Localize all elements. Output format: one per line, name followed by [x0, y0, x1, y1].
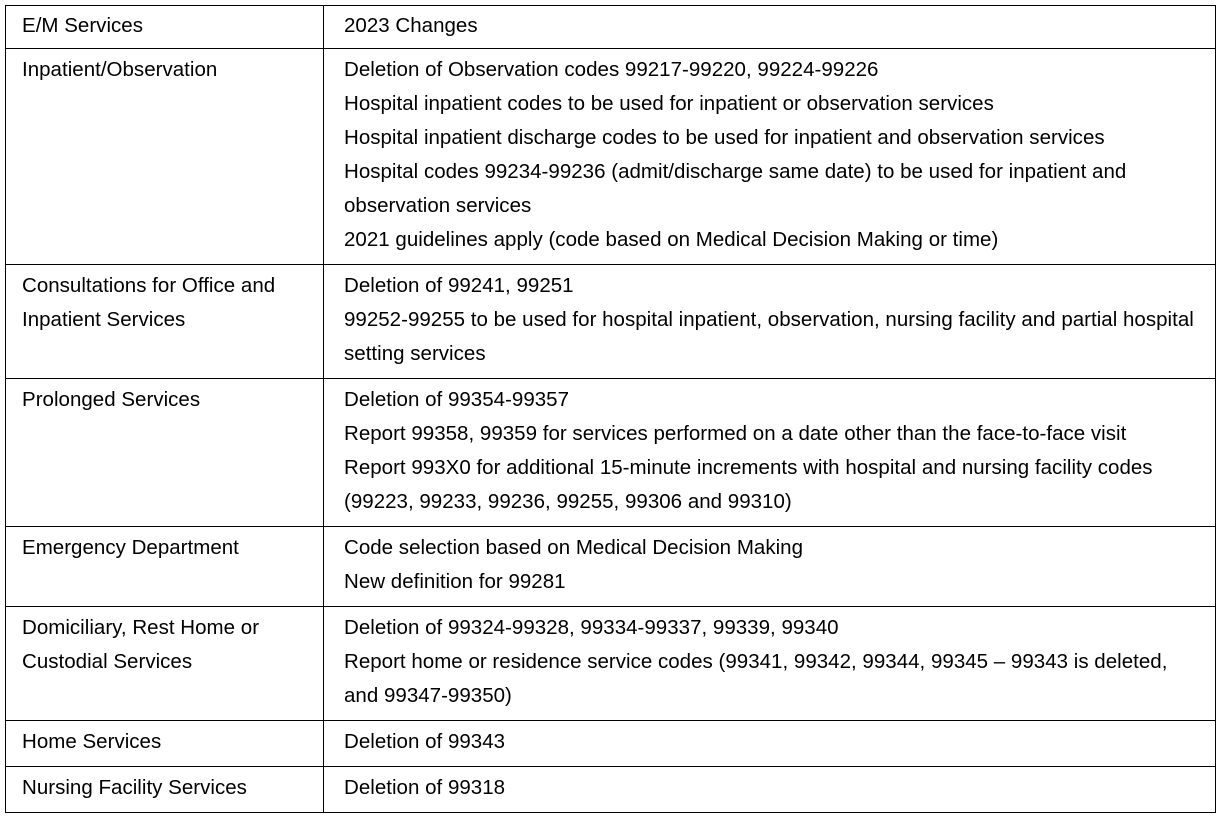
cell-service: [6, 767, 324, 813]
table-row: [6, 49, 1216, 265]
cell-text-line: Deletion of Observation codes 99217-99220, 99224-99226: [344, 58, 879, 81]
table-body: [6, 6, 1216, 813]
cell-text-line: Report 99358, 99359 for services performed on a date other than the face-to-face visit: [344, 422, 1127, 445]
cell-service: [6, 607, 324, 721]
cell-text-line: Nursing Facility Services: [22, 776, 247, 799]
cell-text-line: Domiciliary, Rest Home or Custodial Services: [22, 616, 260, 673]
cell-changes: [324, 49, 1216, 265]
em-services-table-container: [5, 5, 1215, 813]
cell-text-line: Hospital inpatient codes to be used for inpatient or observation services: [344, 92, 994, 115]
cell-changes: [324, 607, 1216, 721]
cell-service: [6, 265, 324, 379]
cell-text-line: Hospital codes 99234-99236 (admit/discharge same date) to be used for inpatient and observation services: [344, 160, 1127, 217]
cell-service: [6, 379, 324, 527]
cell-text: [22, 383, 315, 417]
cell-changes: [324, 767, 1216, 813]
table-row: [6, 379, 1216, 527]
table-row: [6, 767, 1216, 813]
cell-text: [344, 383, 1201, 519]
cell-text-line: Emergency Department: [22, 536, 239, 559]
cell-text-line: Prolonged Services: [22, 388, 201, 411]
table-header-row: [6, 6, 1216, 49]
cell-text: [22, 53, 315, 87]
table-row: [6, 265, 1216, 379]
cell-text: [344, 531, 1201, 599]
column-header-service: E/M Services: [6, 6, 324, 49]
cell-service: [6, 721, 324, 767]
cell-changes: [324, 721, 1216, 767]
cell-text: [22, 725, 315, 759]
cell-text-line: Report home or residence service codes (99341, 99342, 99344, 99345 – 99343 is deleted, and 99347-99350): [344, 650, 1168, 707]
cell-text: [344, 269, 1201, 371]
cell-text-line: New definition for 99281: [344, 570, 566, 593]
cell-text: [22, 269, 315, 337]
cell-text-line: Deletion of 99241, 99251: [344, 274, 574, 297]
cell-text: [344, 771, 1201, 805]
cell-text-line: Home Services: [22, 730, 162, 753]
cell-changes: [324, 265, 1216, 379]
cell-text: [22, 771, 315, 805]
cell-service: [6, 527, 324, 607]
cell-text-line: Report 993X0 for additional 15-minute increments with hospital and nursing facility codes (99223, 99233, 99236, 99255, 99306 and 99310): [344, 456, 1153, 513]
cell-text-line: 99252-99255 to be used for hospital inpatient, observation, nursing facility and partial hospital setting services: [344, 308, 1194, 365]
cell-text: [344, 611, 1201, 713]
cell-text: [22, 611, 315, 679]
cell-text-line: Deletion of 99324-99328, 99334-99337, 99339, 99340: [344, 616, 839, 639]
cell-text-line: Deletion of 99354-99357: [344, 388, 569, 411]
cell-text-line: 2021 guidelines apply (code based on Medical Decision Making or time): [344, 228, 999, 251]
cell-text-line: Hospital inpatient discharge codes to be used for inpatient and observation services: [344, 126, 1105, 149]
cell-text-line: Code selection based on Medical Decision Making: [344, 536, 804, 559]
table-row: [6, 607, 1216, 721]
cell-changes: [324, 527, 1216, 607]
cell-text-line: Deletion of 99343: [344, 730, 506, 753]
cell-text: [344, 725, 1201, 759]
column-header-changes: 2023 Changes: [324, 6, 1216, 49]
table-row: [6, 527, 1216, 607]
cell-changes: [324, 379, 1216, 527]
cell-text: [22, 531, 315, 565]
cell-text: [344, 53, 1201, 257]
cell-service: [6, 49, 324, 265]
cell-text-line: Consultations for Office and Inpatient Services: [22, 274, 276, 331]
em-services-changes-table: [5, 5, 1216, 813]
cell-text-line: Deletion of 99318: [344, 776, 506, 799]
cell-text-line: Inpatient/Observation: [22, 58, 218, 81]
table-row: [6, 721, 1216, 767]
